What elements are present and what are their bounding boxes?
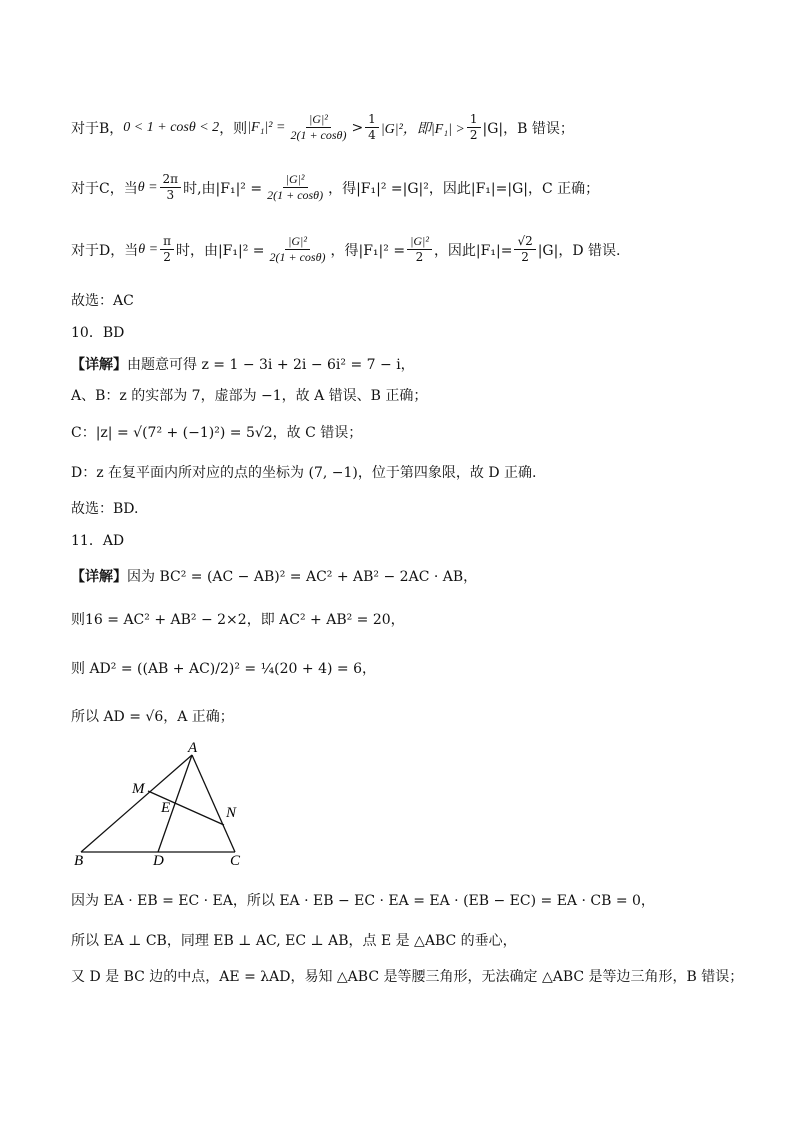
q11-then16-line: 则16 = AC² + AB² − 2×2，即 AC² + AB² = 20，: [71, 612, 405, 628]
q10-c-line: C：|z| = √(7² + (−1)²) = 5√2，故 C 错误；: [71, 425, 363, 441]
q11-perpendicular-line: 所以 EA ⊥ CB，同理 EB ⊥ AC, EC ⊥ AB，点 E 是 △ABC 的垂心，: [71, 933, 517, 949]
choice-ac: 故选：AC: [71, 293, 134, 309]
option-b-fraction: $\frac{\text{|G|²}}{2(1 + \cos\theta)}$: [290, 112, 347, 142]
side-ac: [192, 755, 235, 852]
option-c-line: 对于C，当 θ = $\frac{2\pi}{3}$ 时,由|F₁|² = $\frac{\text{|G|²}}{2(1 + \cos\theta)}$ ，得|F₁|² =|G|²，因此|F₁|=|G|，C 正确；: [71, 172, 600, 202]
q11-ad-squared-line: 则 AD² = ((AB + AC)/2)² = ¼(20 + 4) = 6，: [71, 661, 376, 677]
detail-10-line: 【详解】 由题意可得 z = 1 − 3i + 2i − 6i² = 7 − i，: [71, 354, 415, 374]
label-e: E: [161, 800, 171, 816]
label-a: A: [188, 740, 198, 756]
q10-ab-line: A、B：z 的实部为 7，虚部为 −1，故 A 错误、B 正确；: [71, 388, 428, 404]
detail-tag: 【详解】: [71, 569, 127, 585]
q11-because-ea-line: 因为 EA · EB = EC · EA，所以 EA · EB − EC · EA = EA · (EB − EC) = EA · CB = 0，: [71, 893, 655, 909]
choice-bd: 故选：BD.: [71, 501, 139, 517]
half-fraction: $\frac{1}{2}$: [467, 112, 481, 143]
triangle-diagram: [72, 738, 252, 868]
option-d-line: 对于D，当 θ = $\frac{\pi}{2}$ 时，由|F₁|² = $\frac{\text{|G|²}}{2(1 + \cos\theta)}$ ，得|F₁|² = $\frac{\text{|G|²}}{2}$ ，因此|F₁|= $\frac{√2}{2}$ |G|，D 错误.: [71, 234, 621, 264]
q11-ad-result-line: 所以 AD = √6，A 正确；: [71, 709, 234, 725]
detail-11-line: 【详解】 因为 BC² = (AC − AB)² = AC² + AB² − 2AC · AB，: [71, 566, 477, 586]
option-b-lead: 对于B，: [71, 120, 124, 137]
label-c: C: [230, 853, 241, 868]
option-b-condition: 0 < 1 + cosθ < 2: [123, 119, 220, 135]
segment-mn: [148, 791, 224, 825]
option-b-tail: |G|，B 错误；: [482, 120, 574, 137]
detail-tag: 【详解】: [71, 357, 127, 373]
quarter-fraction: $\frac{1}{4}$: [365, 112, 379, 143]
label-d: D: [153, 853, 164, 868]
q11-midpoint-line: 又 D 是 BC 边的中点，AE = λAD，易知 △ABC 是等腰三角形，无法确定 △ABC 是等边三角形，B 错误；: [71, 969, 744, 985]
option-b-f1sq: |F₁|² =: [247, 119, 286, 135]
q10-d-line: D：z 在复平面内所对应的点的坐标为 (7, −1)，位于第四象限，故 D 正确.: [71, 465, 537, 481]
label-n: N: [226, 805, 237, 821]
label-b: B: [74, 853, 84, 868]
question-11-heading: 11．AD: [71, 533, 125, 549]
label-m: M: [132, 781, 145, 797]
option-b-line: 对于B， 0 < 1 + cosθ < 2 ，则 |F₁|² = $\frac{\text{|G|²}}{2(1 + \cos\theta)}$ > $\frac{1}{4}$ |G|²，即|F₁| > $\frac{1}{2}$ |G|，B 错误；: [71, 112, 574, 142]
question-10-heading: 10．BD: [71, 325, 125, 341]
option-b-then: ，则: [219, 120, 248, 137]
